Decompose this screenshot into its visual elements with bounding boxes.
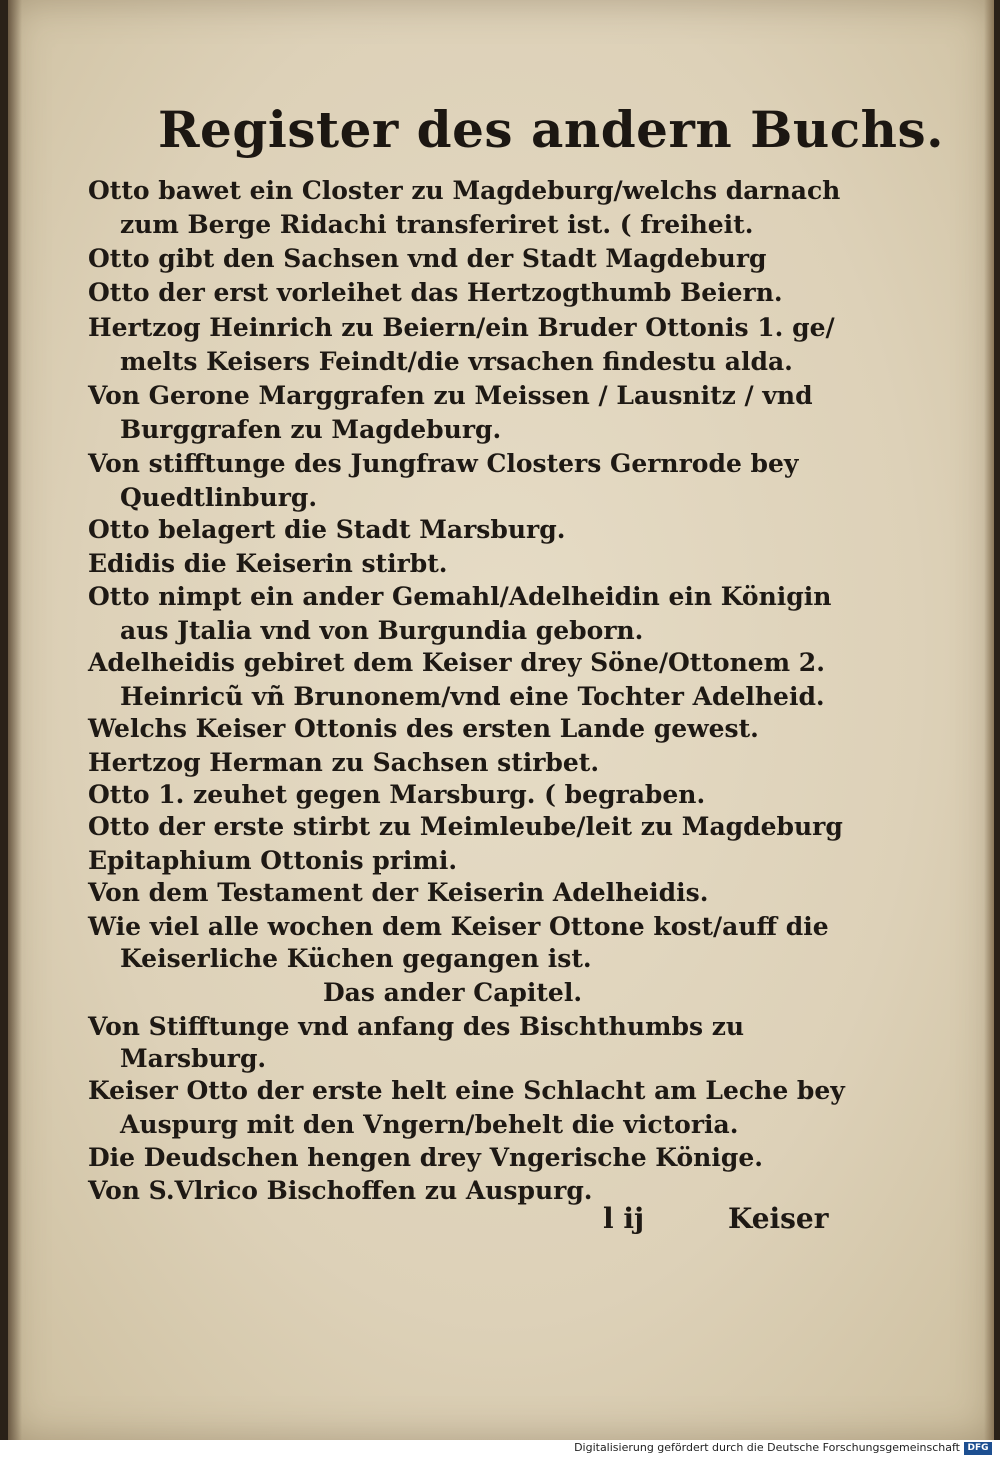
chapter-heading: Das ander Capitel. — [323, 978, 583, 1007]
register-line: Wie viel alle wochen dem Keiser Ottone kost/auff die — [88, 912, 829, 941]
register-line: Burggrafen zu Magdeburg. — [120, 415, 502, 444]
page-edge-shadow — [984, 0, 994, 1440]
register-line: Keiser Otto der erste helt eine Schlacht am Leche bey — [88, 1076, 845, 1105]
register-line: Epitaphium Ottonis primi. — [88, 846, 458, 875]
register-line: Von Gerone Marggrafen zu Meissen / Lausnitz / vnd — [88, 381, 813, 410]
page-title: Register des andern Buchs. — [158, 100, 945, 159]
register-line: Otto gibt den Sachsen vnd der Stadt Magdeburg — [88, 244, 767, 273]
register-line: melts Keisers Feindt/die vrsachen findestu alda. — [120, 347, 793, 376]
catchword: Keiser — [728, 1202, 829, 1235]
digitization-footer — [0, 1440, 1000, 1458]
register-line: Edidis die Keiserin stirbt. — [88, 549, 448, 578]
register-line: Otto der erst vorleihet das Hertzogthumb Beiern. — [88, 278, 783, 307]
book-page — [8, 0, 994, 1440]
register-line: Welchs Keiser Ottonis des ersten Lande gewest. — [88, 714, 759, 743]
register-line: Von S.Vlrico Bischoffen zu Auspurg. — [88, 1176, 593, 1205]
register-line: aus Jtalia vnd von Burgundia geborn. — [120, 616, 644, 645]
register-line: Otto bawet ein Closter zu Magdeburg/welchs darnach — [88, 176, 841, 205]
register-line: zum Berge Ridachi transferiret ist. ( freiheit. — [120, 210, 754, 239]
register-line: Die Deudschen hengen drey Vngerische Könige. — [88, 1143, 763, 1172]
register-line: Von Stifftunge vnd anfang des Bischthumbs zu — [88, 1012, 745, 1041]
signature-mark: l ij — [603, 1202, 645, 1235]
register-line: Keiserliche Küchen gegangen ist. — [120, 944, 592, 973]
register-line: Hertzog Herman zu Sachsen stirbet. — [88, 748, 600, 777]
register-line: Von dem Testament der Keiserin Adelheidis. — [88, 878, 709, 907]
register-line: Otto belagert die Stadt Marsburg. — [88, 515, 566, 544]
register-line: Otto nimpt ein ander Gemahl/Adelheidin ein Königin — [88, 582, 832, 611]
register-line: Quedtlinburg. — [120, 483, 318, 512]
dfg-logo: DFG — [964, 1442, 992, 1455]
register-line: Otto 1. zeuhet gegen Marsburg. ( begraben. — [88, 780, 706, 809]
register-line: Auspurg mit den Vngern/behelt die victoria. — [120, 1110, 739, 1139]
register-line: Otto der erste stirbt zu Meimleube/leit zu Magdeburg — [88, 812, 843, 841]
register-line: Hertzog Heinrich zu Beiern/ein Bruder Ottonis 1. ge/ — [88, 313, 835, 342]
register-line: Von stifftunge des Jungfraw Closters Gernrode bey — [88, 449, 799, 478]
register-line: Heinricũ vñ Brunonem/vnd eine Tochter Adelheid. — [120, 682, 825, 711]
funding-credit: Digitalisierung gefördert durch die Deutsche Forschungsgemeinschaft — [574, 1441, 960, 1454]
register-line: Marsburg. — [120, 1044, 267, 1073]
page-binding-shadow — [8, 0, 22, 1440]
register-line: Adelheidis gebiret dem Keiser drey Söne/Ottonem 2. — [88, 648, 825, 677]
